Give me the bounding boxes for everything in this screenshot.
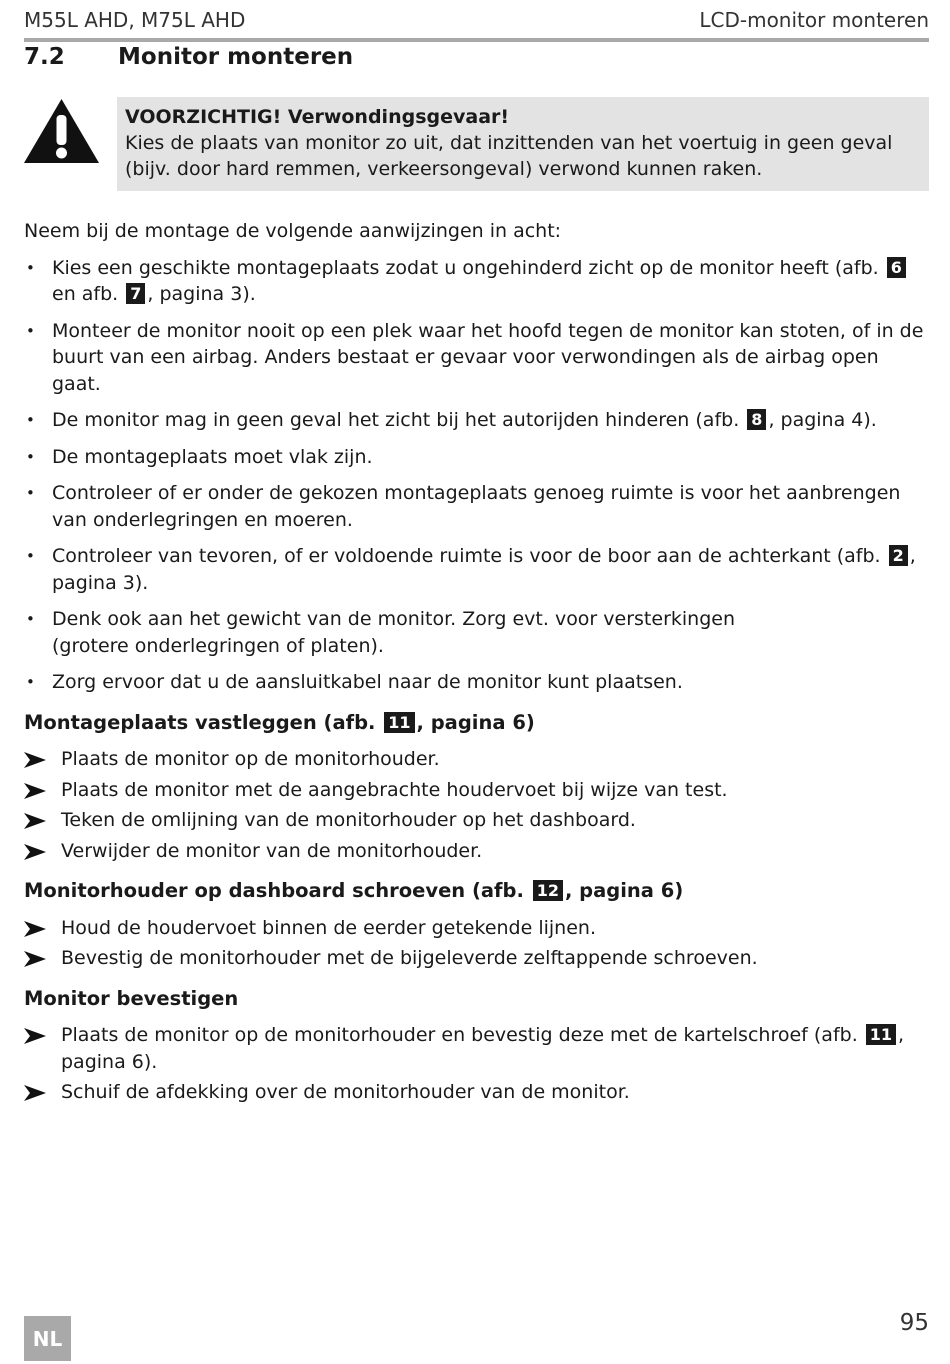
step-item: Teken de omlijning van de monitorhouder op het dashboard. (24, 807, 930, 834)
arrow-icon (24, 1028, 46, 1044)
list-item: • De montageplaats moet vlak zijn. (24, 444, 930, 471)
step-list (24, 1022, 930, 1106)
language-tab: NL (24, 1316, 71, 1361)
step-item: Houd de houdervoet binnen de eerder getekende lijnen. (24, 915, 930, 942)
figure-reference: 11 (384, 712, 414, 733)
arrow-icon (24, 1085, 46, 1101)
step-list (24, 915, 930, 972)
list-item: • Controleer of er onder de gekozen montageplaats genoeg ruimte is voor het aanbrengen van onderlegringen en moeren. (24, 480, 930, 533)
subsection-heading-montageplaats: Montageplaats vastleggen (afb. 11 , pagina 6) (24, 710, 535, 734)
list-item: • Zorg ervoor dat u de aansluitkabel naar de monitor kunt plaatsen. (24, 669, 930, 696)
list-item: • De monitor mag in geen geval het zicht bij het autorijden hinderen (afb. 8 , pagina 4). (24, 407, 930, 434)
figure-reference: 2 (889, 545, 908, 566)
arrow-icon (24, 921, 46, 937)
list-item: • Controleer van tevoren, of er voldoende ruimte is voor de boor aan de achterkant (afb. 2 , pagina 3). (24, 543, 930, 596)
step-item: Schuif de afdekking over de monitorhouder van de monitor. (24, 1079, 930, 1106)
list-item: • Denk ook aan het gewicht van de monitor. Zorg evt. voor versterkingen (grotere onderlegringen of platen). (24, 606, 930, 659)
header-model: M55L AHD, M75L AHD (24, 8, 246, 32)
subsection-heading-monitorhouder: Monitorhouder op dashboard schroeven (afb. 12 , pagina 6) (24, 879, 684, 902)
arrow-icon (24, 783, 46, 799)
arrow-icon (24, 844, 46, 860)
figure-reference: 6 (887, 257, 906, 278)
main-content (24, 218, 930, 1110)
step-item: Plaats de monitor op de monitorhouder en bevestig deze met de kartelschroef (afb. 11 , pagina 6). (24, 1022, 930, 1075)
running-header (24, 8, 929, 32)
step-item: Plaats de monitor op de monitorhouder. (24, 746, 930, 773)
section-number: 7.2 (24, 44, 65, 70)
subsection-heading-bevestigen: Monitor bevestigen (24, 986, 239, 1010)
warning-box (117, 97, 929, 191)
step-item: Verwijder de monitor van de monitorhouder. (24, 838, 930, 865)
warning-triangle-icon (23, 97, 100, 165)
intro-text: Neem bij de montage de volgende aanwijzingen in acht: (24, 220, 562, 242)
warning-text: Kies de plaats van monitor zo uit, dat inzittenden van het voertuig in geen geval (bijv. door hard remmen, verkeersongeval) verwond kunnen raken. (125, 132, 893, 180)
page-number: 95 (899, 1310, 929, 1336)
step-list (24, 746, 930, 864)
header-divider (24, 38, 929, 42)
arrow-icon (24, 951, 46, 967)
list-item: • Monteer de monitor nooit op een plek waar het hoofd tegen de monitor kan stoten, of in de buurt van een airbag. Anders bestaat er gevaar voor verwondingen als de airbag open gaat. (24, 318, 930, 398)
header-chapter: LCD-monitor monteren (699, 8, 929, 32)
figure-reference: 7 (126, 283, 145, 304)
instruction-list (24, 255, 930, 696)
figure-reference: 12 (533, 880, 563, 901)
figure-reference: 11 (866, 1024, 896, 1045)
arrow-icon (24, 813, 46, 829)
section-title: Monitor monteren (118, 44, 354, 70)
arrow-icon (24, 752, 46, 768)
step-item: Bevestig de monitorhouder met de bijgeleverde zelftappende schroeven. (24, 945, 930, 972)
figure-reference: 8 (747, 409, 766, 430)
warning-title: VOORZICHTIG! Verwondingsgevaar! (125, 106, 510, 128)
step-item: Plaats de monitor met de aangebrachte houdervoet bij wijze van test. (24, 777, 930, 804)
list-item: • Kies een geschikte montageplaats zodat u ongehinderd zicht op de monitor heeft (afb. 6 en afb. 7 , pagina 3). (24, 255, 930, 308)
